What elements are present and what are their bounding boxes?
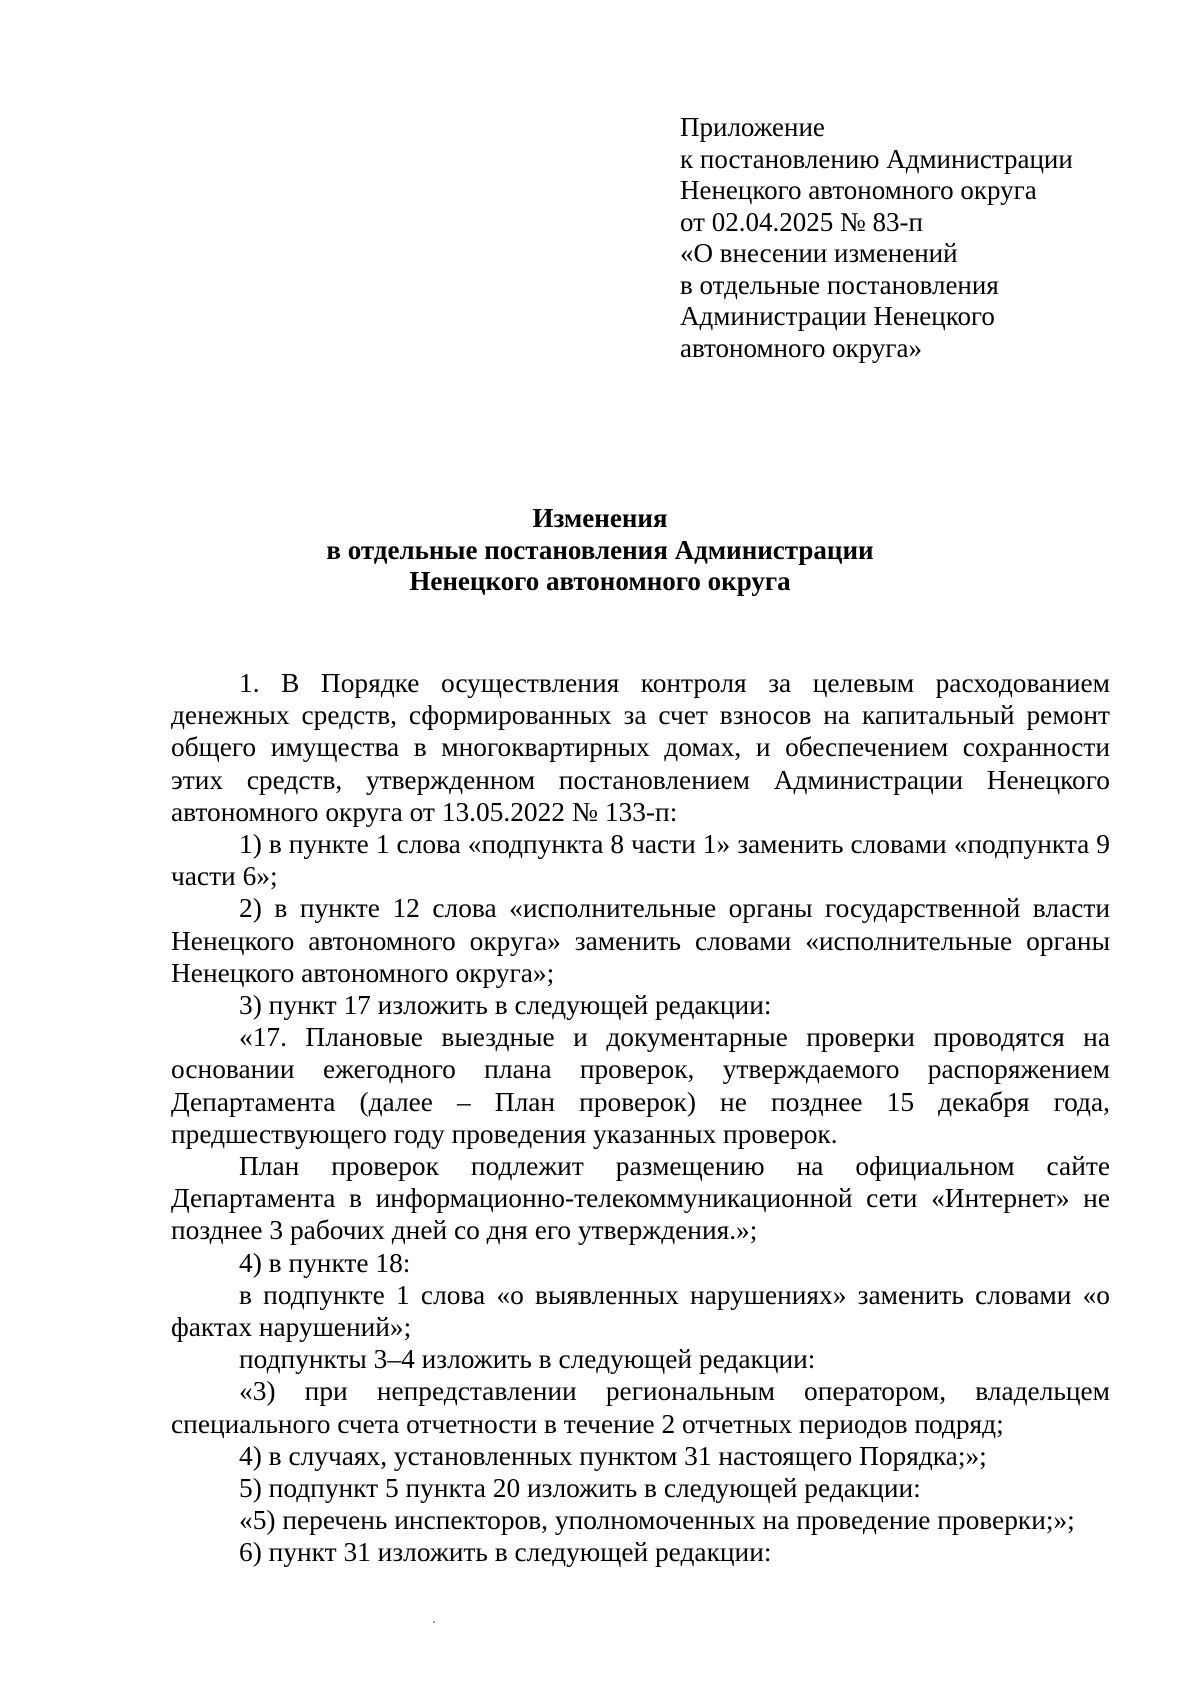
paragraph: 1) в пункте 1 слова «подпункта 8 части 1» заменить словами «подпункта 9 части 6»; [171, 829, 1110, 892]
document-body [171, 667, 1110, 1569]
paragraph: 2) в пункте 12 слова «исполнительные органы государственной власти Ненецкого автономного округа» заменить словами «исполнительные органы Ненецкого автономного округа»; [171, 893, 1110, 988]
paragraph: «3) при непредставлении региональным оператором, владельцем специального счета отчетности в течение 2 отчетных периодов подряд; [171, 1376, 1110, 1439]
appendix-line: от 02.04.2025 № 83-п [680, 206, 923, 237]
paragraph: 4) в случаях, установленных пунктом 31 настоящего Порядка;»; [239, 1440, 987, 1471]
appendix-line: Администрации Ненецкого [680, 301, 995, 331]
appendix-line: «О внесении изменений [680, 238, 958, 268]
appendix-block [680, 112, 1140, 364]
appendix-line: автономного округа» [680, 332, 922, 363]
paragraph: 3) пункт 17 изложить в следующей редакции: [239, 990, 772, 1021]
paragraph: 1. В Порядке осуществления контроля за целевым расходованием денежных средств, сформированных за счет взносов на капитальный ремонт общего имущества в многоквартирных домах, и обеспечением сохранности этих средств, утвержденном постановлением Администрации Ненецкого автономного округа от 13.05.2022 № 133-п: [171, 668, 1110, 827]
paragraph: 6) пункт 31 изложить в следующей редакции: [239, 1537, 772, 1568]
paragraph: 4) в пункте 18: [239, 1247, 411, 1278]
appendix-line: к постановлению Администрации [680, 143, 1073, 174]
paragraph: План проверок подлежит размещению на официальном сайте Департамента в информационно-телекоммуникационной сети «Интернет» не позднее 3 рабочих дней со дня его утверждения.»; [171, 1151, 1110, 1246]
appendix-line: Приложение [680, 112, 825, 142]
paragraph: в подпункте 1 слова «о выявленных нарушениях» заменить словами «о фактах нарушений»; [171, 1279, 1110, 1343]
scan-artifact [433, 1621, 435, 1623]
title-line: в отдельные постановления Администрации [326, 534, 874, 565]
paragraph: «5) перечень инспекторов, уполномоченных на проведение проверки;»; [239, 1505, 1075, 1536]
document-title [0, 503, 1200, 598]
appendix-line: Ненецкого автономного округа [680, 175, 1037, 205]
paragraph: 5) подпункт 5 пункта 20 изложить в следующей редакции: [239, 1473, 921, 1504]
title-line: Изменения [532, 503, 668, 533]
paragraph: подпункты 3–4 изложить в следующей редакции: [239, 1344, 816, 1375]
appendix-line: в отдельные постановления [680, 269, 999, 300]
title-line: Ненецкого автономного округа [409, 566, 791, 596]
paragraph: «17. Плановые выездные и документарные проверки проводятся на основании ежегодного плана проверок, утверждаемого распоряжением Департамента (далее – План проверок) не позднее 15 декабря года, предшествующего году проведения указанных проверок. [171, 1022, 1110, 1149]
